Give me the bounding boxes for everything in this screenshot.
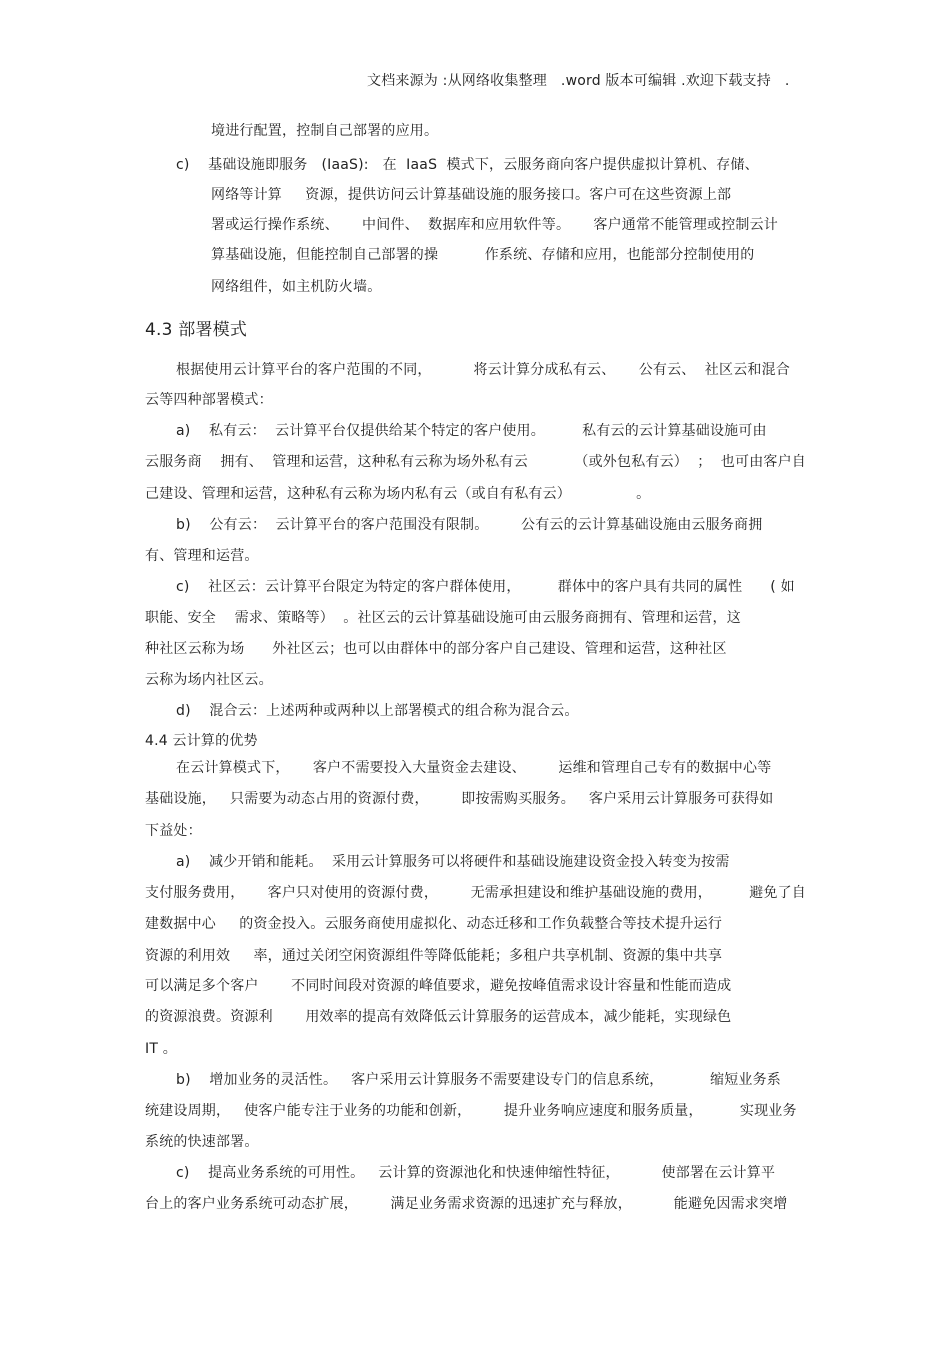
text-line: IT 。: [145, 1041, 177, 1057]
text-line: 下益处：: [145, 823, 202, 839]
list-item-line: c) 提高业务系统的可用性。 云计算的资源池化和快速伸缩性特征， 使部署在云计算平: [176, 1165, 776, 1181]
text-line: 种社区云称为场 外社区云；也可以由群体中的部分客户自己建设、管理和运营，这种社区: [145, 641, 727, 657]
text-line: 基础设施， 只需要为动态占用的资源付费， 即按需购买服务。 客户采用云计算服务可获得如: [145, 791, 774, 807]
text-line: 有、管理和运营。: [145, 548, 259, 564]
page-header: 文档来源为 :从网络收集整理 .word 版本可编辑 .欢迎下载支持 .: [367, 73, 790, 89]
text-line: 系统的快速部署。: [145, 1134, 259, 1150]
section-heading: 4.3 部署模式: [145, 320, 248, 340]
text-line: 云服务商 拥有、 管理和运营，这种私有云称为场外私有云 （或外包私有云） ； 也可由客户自: [145, 454, 807, 470]
text-line: 可以满足多个客户 不同时间段对资源的峰值要求，避免按峰值需求设计容量和性能而造成: [145, 978, 732, 994]
list-item-line: b) 增加业务的灵活性。 客户采用云计算服务不需要建设专门的信息系统， 缩短业务系: [176, 1072, 781, 1088]
text-line: 己建设、管理和运营，这种私有云称为场内私有云（或自有私有云） 。: [145, 486, 651, 502]
text-line: 的资源浪费。资源利 用效率的提高有效降低云计算服务的运营成本，减少能耗，实现绿色: [145, 1009, 732, 1025]
list-item-line: a) 私有云： 云计算平台仅提供给某个特定的客户使用。 私有云的云计算基础设施可由: [176, 423, 767, 439]
text-line: 署或运行操作系统、 中间件、 数据库和应用软件等。 客户通常不能管理或控制云计: [211, 217, 778, 233]
list-item-line: d) 混合云：上述两种或两种以上部署模式的组合称为混合云。: [176, 703, 579, 719]
text-line: 境进行配置，控制自己部署的应用。: [211, 123, 439, 139]
list-item-line: c) 社区云：云计算平台限定为特定的客户群体使用， 群体中的客户具有共同的属性 ( 如: [176, 579, 795, 595]
list-item-line: b) 公有云： 云计算平台的客户范围没有限制。 公有云的云计算基础设施由云服务商拥: [176, 517, 763, 533]
text-line: 根据使用云计算平台的客户范围的不同， 将云计算分成私有云、 公有云、 社区云和混合: [176, 362, 791, 378]
text-line: 网络等计算 资源，提供访问云计算基础设施的服务接口。客户可在这些资源上部: [211, 187, 732, 203]
text-line: 算基础设施，但能控制自己部署的操 作系统、存储和应用，也能部分控制使用的: [211, 247, 755, 263]
text-line: 资源的利用效 率，通过关闭空闲资源组件等降低能耗；多租户共享机制、资源的集中共享: [145, 948, 723, 964]
subsection-heading: 4.4 云计算的优势: [145, 733, 258, 749]
list-item-line: c) 基础设施即服务 (IaaS): 在 IaaS 模式下，云服务商向客户提供虚拟计算机、存储、: [176, 157, 759, 173]
text-line: 建数据中心 的资金投入。云服务商使用虚拟化、动态迁移和工作负载整合等技术提升运行: [145, 916, 723, 932]
text-line: 职能、安全 需求、策略等） 。社区云的云计算基础设施可由云服务商拥有、管理和运营，这: [145, 610, 741, 626]
text-line: 云等四种部署模式：: [145, 392, 273, 408]
text-line: 网络组件，如主机防火墙。: [211, 279, 382, 295]
text-line: 在云计算模式下， 客户不需要投入大量资金去建设、 运维和管理自己专有的数据中心等: [176, 760, 772, 776]
text-line: 台上的客户业务系统可动态扩展， 满足业务需求资源的迅速扩充与释放， 能避免因需求突增: [145, 1196, 788, 1212]
text-line: 统建设周期， 使客户能专注于业务的功能和创新， 提升业务响应速度和服务质量， 实现业务: [145, 1103, 797, 1119]
list-item-line: a) 减少开销和能耗。 采用云计算服务可以将硬件和基础设施建设资金投入转变为按需: [176, 854, 730, 870]
text-line: 支付服务费用， 客户只对使用的资源付费， 无需承担建设和维护基础设施的费用， 避免了自: [145, 885, 807, 901]
text-line: 云称为场内社区云。: [145, 672, 273, 688]
